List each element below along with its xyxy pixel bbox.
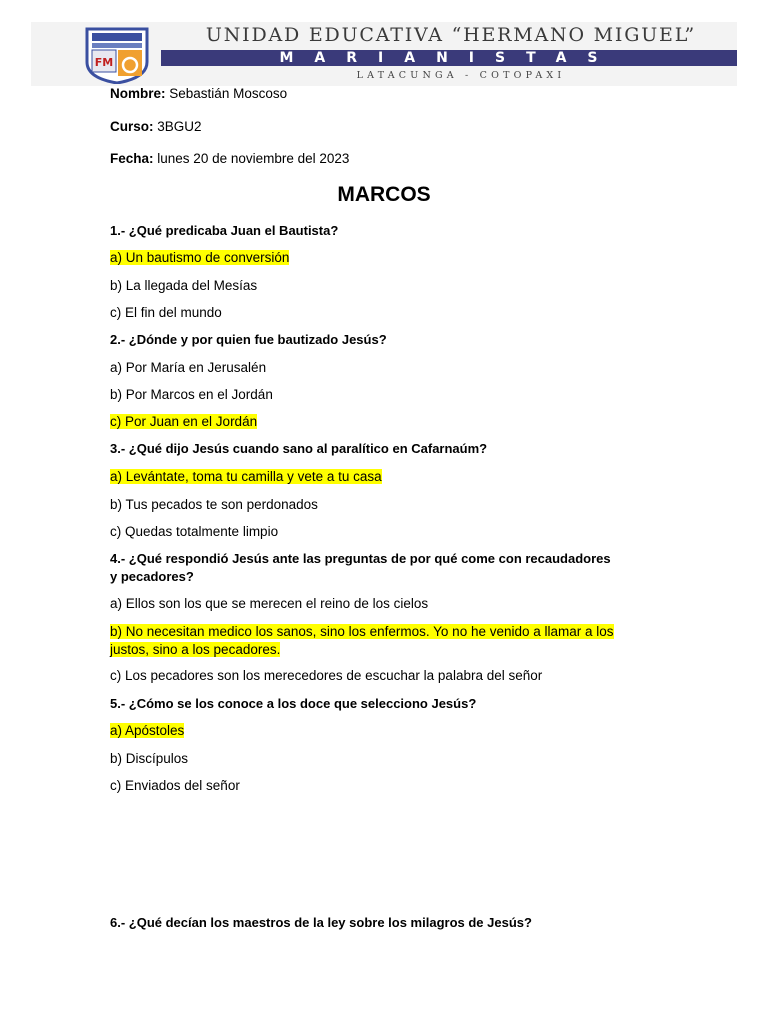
question-1-option-c: c) El fin del mundo xyxy=(110,305,222,320)
highlighted-answer: a) Un bautismo de conversión xyxy=(110,250,290,265)
course-label: Curso: xyxy=(110,119,154,134)
name-label: Nombre: xyxy=(110,86,166,101)
highlighted-answer: a) Levántate, toma tu camilla y vete a tu casa xyxy=(110,469,382,484)
document-title: MARCOS xyxy=(337,183,431,206)
question-4-option-c: c) Los pecadores son los merecedores de escuchar la palabra del señor xyxy=(110,668,543,683)
highlighted-answer: justos, sino a los pecadores. xyxy=(110,642,281,657)
crest-letters: FM xyxy=(94,56,114,69)
school-header-banner xyxy=(31,22,737,86)
question-5-option-b: b) Discípulos xyxy=(110,751,189,766)
question-5-option-a xyxy=(110,722,670,740)
question-4-option-a: a) Ellos son los que se merecen el reino de los cielos xyxy=(110,596,429,611)
question-3: 3.- ¿Qué dijo Jesús cuando sano al paralítico en Cafarnaúm? xyxy=(110,441,488,456)
question-4-option-b-line-1 xyxy=(110,623,670,641)
question-5: 5.- ¿Cómo se los conoce a los doce que selecciono Jesús? xyxy=(110,696,477,711)
question-6: 6.- ¿Qué decían los maestros de la ley sobre los milagros de Jesús? xyxy=(110,915,532,930)
question-4-option-b-line-2 xyxy=(110,641,670,659)
question-4-line-2: y pecadores? xyxy=(110,569,194,584)
brand-band xyxy=(161,50,737,66)
name-value: Sebastián Moscoso xyxy=(169,86,288,101)
question-5-option-c: c) Enviados del señor xyxy=(110,778,240,793)
date-label: Fecha: xyxy=(110,151,154,166)
course-value: 3BGU2 xyxy=(157,119,202,134)
question-1-option-b: b) La llegada del Mesías xyxy=(110,278,258,293)
highlighted-answer: c) Por Juan en el Jordán xyxy=(110,414,258,429)
question-2: 2.- ¿Dónde y por quien fue bautizado Jesús? xyxy=(110,332,387,347)
question-1-option-a xyxy=(110,249,670,267)
student-name-line xyxy=(110,86,287,101)
course-line xyxy=(110,119,202,134)
question-3-option-c: c) Quedas totalmente limpio xyxy=(110,524,279,539)
question-2-option-a: a) Por María en Jerusalén xyxy=(110,360,267,375)
question-2-option-c xyxy=(110,413,670,431)
question-2-option-b: b) Por Marcos en el Jordán xyxy=(110,387,273,402)
date-line xyxy=(110,151,349,166)
question-3-option-a xyxy=(110,468,670,486)
question-1: 1.- ¿Qué predicaba Juan el Bautista? xyxy=(110,223,339,238)
school-city: LATACUNGA - COTOPAXI xyxy=(356,70,566,81)
date-value: lunes 20 de noviembre del 2023 xyxy=(157,151,350,166)
highlighted-answer: a) Apóstoles xyxy=(110,723,185,738)
question-3-option-b: b) Tus pecados te son perdonados xyxy=(110,497,318,512)
highlighted-answer: b) No necesitan medico los sanos, sino los enfermos. Yo no he venido a llamar a los xyxy=(110,624,614,639)
school-name: UNIDAD EDUCATIVA “HERMANO MIGUEL” xyxy=(205,24,697,46)
question-4-line-1: 4.- ¿Qué respondió Jesús ante las preguntas de por qué come con recaudadores xyxy=(110,551,611,566)
school-crest-logo xyxy=(81,26,153,84)
brand-name: MARIANISTAS xyxy=(279,50,619,66)
